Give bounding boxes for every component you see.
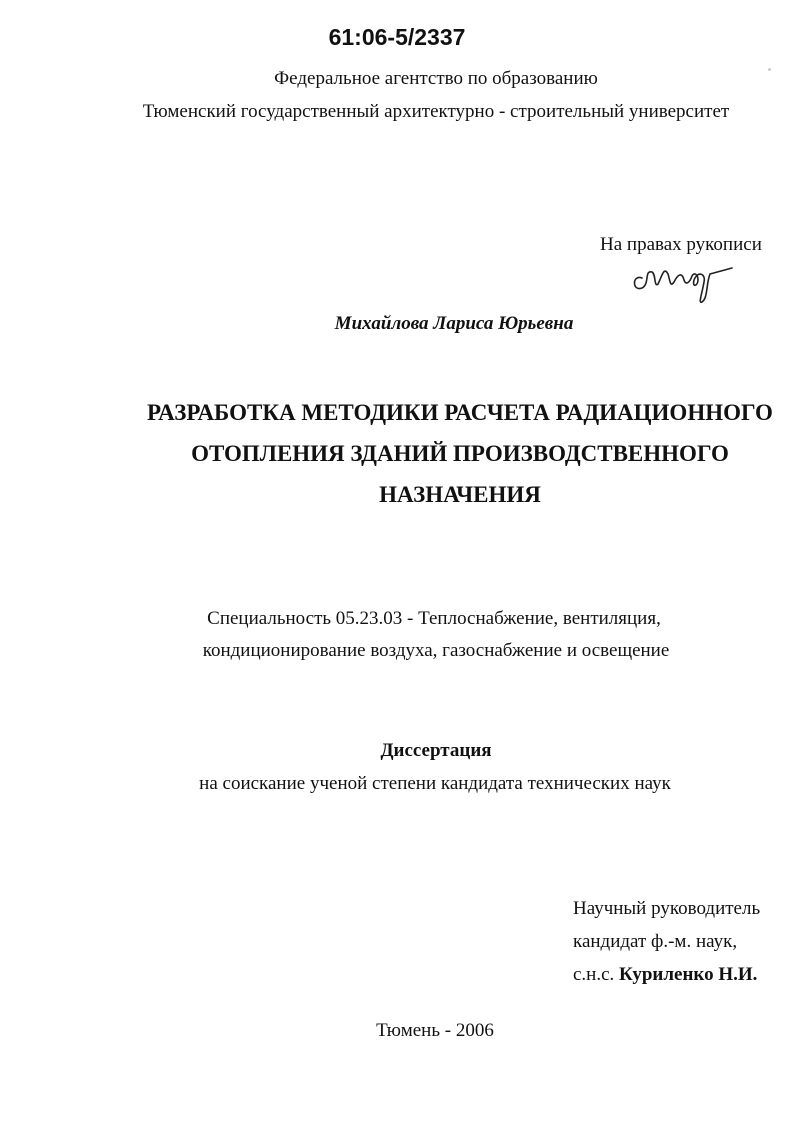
title-line: ОТОПЛЕНИЯ ЗДАНИЙ ПРОИЗВОДСТВЕННОГО	[191, 441, 729, 466]
supervisor-degree: кандидат ф.-м. наук,	[573, 931, 738, 952]
agency-name: Федеральное агентство по образованию	[274, 68, 598, 89]
degree-line: на соискание ученой степени кандидата технических наук	[199, 773, 671, 794]
university-name: Тюменский государственный архитектурно - строительный университет	[142, 101, 730, 122]
document-type: Диссертация	[380, 740, 492, 761]
specialty-line-2: кондиционирование воздуха, газоснабжение и освещение	[202, 640, 670, 661]
specialty-line-1: Специальность 05.23.03 - Теплоснабжение, вентиляция,	[207, 608, 661, 629]
dissertation-title	[120, 392, 794, 515]
catalog-code: 61:06-5/2337	[328, 24, 466, 50]
handwritten-signature	[628, 248, 738, 308]
supervisor-name: Куриленко Н.И.	[619, 964, 758, 985]
rights-note: На правах рукописи	[600, 234, 762, 255]
title-line: РАЗРАБОТКА МЕТОДИКИ РАСЧЕТА РАДИАЦИОННОГО	[147, 400, 773, 425]
supervisor-prefix: с.н.с.	[573, 964, 615, 985]
author-name: Михайлова Лариса Юрьевна	[334, 313, 574, 334]
supervisor-name-line	[573, 964, 757, 986]
title-line: НАЗНАЧЕНИЯ	[379, 482, 541, 507]
city-year: Тюмень - 2006	[376, 1020, 494, 1041]
supervisor-role: Научный руководитель	[573, 898, 761, 919]
